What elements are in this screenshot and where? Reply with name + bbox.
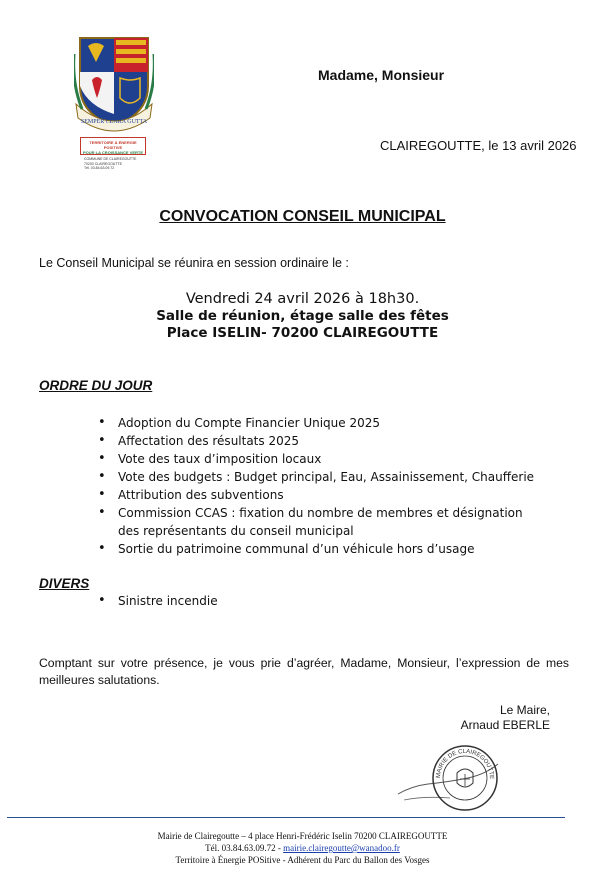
- label-line-2: POUR LA CROISSANCE VERTE: [82, 150, 144, 155]
- mini-line-3: Tél. 03.84.63.09.72: [84, 166, 115, 170]
- divers-list: [98, 592, 538, 610]
- place-date: CLAIREGOUTTE, le 13 avril 2026: [380, 138, 577, 153]
- agenda-item: • Vote des taux d’imposition locaux: [98, 450, 538, 468]
- coat-of-arms-logo: [74, 34, 154, 134]
- footer-phone: Tél. 03.84.63.09.72 -: [205, 843, 284, 853]
- footer: [0, 830, 605, 866]
- footer-rule: [7, 817, 565, 818]
- agenda-item: • Attribution des subventions: [98, 486, 538, 504]
- footer-email-link[interactable]: mairie.clairegoutte@wanadoo.fr: [283, 843, 400, 853]
- agenda-item: • Affectation des résultats 2025: [98, 432, 538, 450]
- session-address: Place ISELIN- 70200 CLAIREGOUTTE: [166, 325, 439, 341]
- agenda-item: • Sortie du patrimoine communal d’un véhicule hors d’usage: [98, 540, 538, 558]
- divers-item: • Sinistre incendie: [98, 592, 538, 610]
- session-details: [0, 291, 605, 342]
- divers-title: DIVERS: [39, 576, 90, 591]
- footer-membership: Territoire à Énergie POSitive - Adhérent du Parc du Ballon des Vosges: [175, 855, 430, 865]
- footer-contact: [0, 842, 605, 854]
- session-room: Salle de réunion, étage salle des fêtes: [156, 308, 449, 324]
- agenda-item: • Vote des budgets : Budget principal, Eau, Assainissement, Chaufferie: [98, 468, 538, 486]
- mayor-stamp: [430, 743, 500, 813]
- signature-block: [440, 703, 550, 733]
- salutation: Madame, Monsieur: [318, 67, 445, 83]
- intro-text: Le Conseil Municipal se réunira en session ordinaire le :: [39, 256, 349, 270]
- stamp-text: MAIRIE DE CLAIREGOUTTE: [435, 748, 495, 780]
- mini-line-1: COMMUNE DE CLAIREGOUTTE: [84, 157, 137, 161]
- label-line-1: TERRITOIRE À ÉNERGIE POSITIVE: [89, 140, 137, 150]
- closing-paragraph: Comptant sur votre présence, je vous prie d’agréer, Madame, Monsieur, l’expression de mes meilleures salutations.: [39, 656, 569, 687]
- agenda-list: [98, 414, 538, 558]
- document-title: CONVOCATION CONSEIL MUNICIPAL: [159, 208, 446, 225]
- signature-role: Le Maire,: [499, 703, 550, 717]
- agenda-item: • Adoption du Compte Financier Unique 2025: [98, 414, 538, 432]
- crest-motto: SEMPER CLARA GUTTA: [80, 119, 148, 125]
- agenda-title: ORDRE DU JOUR: [39, 378, 153, 393]
- agenda-item: • Commission CCAS : fixation du nombre de membres et désignation des représentants du conseil municipal: [98, 504, 538, 540]
- letterhead-mini-text: [84, 157, 154, 171]
- session-date-time: Vendredi 24 avril 2026 à 18h30.: [185, 291, 420, 307]
- footer-address: Mairie de Clairegoutte – 4 place Henri-Frédéric Iselin 70200 CLAIREGOUTTE: [157, 831, 448, 841]
- energy-label: [80, 137, 146, 155]
- signature-name: Arnaud EBERLE: [460, 718, 550, 732]
- mini-line-2: 70200 CLAIREGOUTTE: [84, 161, 122, 166]
